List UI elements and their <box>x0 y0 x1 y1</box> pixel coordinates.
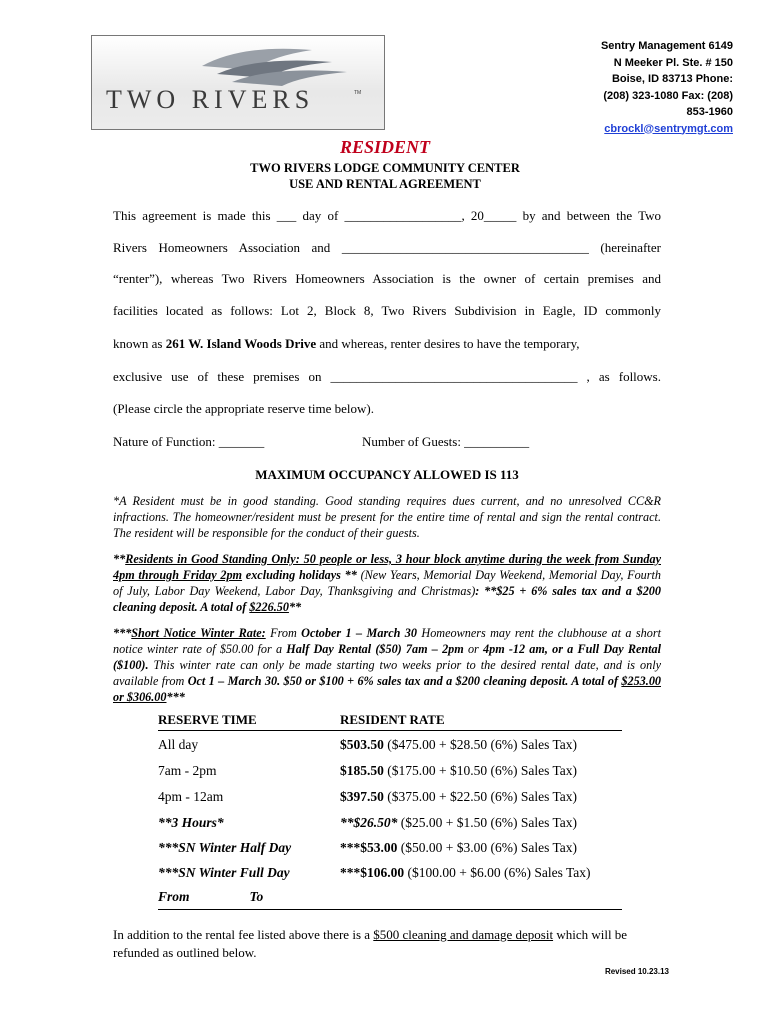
rate-time: ***SN Winter Half Day <box>158 840 292 855</box>
to-label: To <box>249 889 264 905</box>
rate-row[interactable] <box>158 784 622 811</box>
rate-row[interactable] <box>158 861 622 886</box>
resident-heading: RESIDENT <box>339 137 431 157</box>
agreement-line-5: known as 261 W. Island Woods Drive and whereas, renter desires to have the temporary, <box>113 336 580 351</box>
rate-time: ***SN Winter Full Day <box>158 865 290 880</box>
rate-time: All day <box>158 736 199 752</box>
river-waves-icon <box>92 36 386 131</box>
rate-amount: $185.50 ($175.00 + $10.50 (6%) Sales Tax) <box>340 763 578 778</box>
rate-amount: ***$53.00 ($50.00 + $3.00 (6%) Sales Tax) <box>340 840 578 855</box>
two-rivers-logo <box>91 35 385 130</box>
rate-amount: $503.50 ($475.00 + $28.50 (6%) Sales Tax) <box>340 736 578 752</box>
revision-date: Revised 10.23.13 <box>604 967 669 976</box>
agreement-line-3: “renter”), whereas Two Rivers Homeowners Association is the owner of certain premises and <box>113 271 661 286</box>
deposit-note: In addition to the rental fee listed above there is a $500 cleaning and damage deposit which will be refunded as outlined below. <box>113 927 628 960</box>
rate-row[interactable] <box>158 731 622 759</box>
resident-rate-header: RESIDENT RATE <box>340 709 622 731</box>
rate-amount: $397.50 ($375.00 + $22.50 (6%) Sales Tax) <box>340 789 578 804</box>
rate-amount: ***$106.00 ($100.00 + $6.00 (6%) Sales Tax) <box>340 865 591 880</box>
agreement-line-4: facilities located as follows: Lot 2, Block 8, Two Rivers Subdivision in Eagle, ID commonly <box>113 303 661 318</box>
from-to-row <box>158 886 622 910</box>
rates-header-row <box>158 709 622 731</box>
document-title <box>0 160 770 192</box>
three-hour-rule: **Residents in Good Standing Only: 50 people or less, 3 hour block anytime during the week from Sunday 4pm through Friday 2pm excluding holidays ** (New Years, Memorial Day Weekend, Memorial Day, Fourth of July, Labor Day Weekend, Labor Day, Thanksgiving and Christmas): **$25 + 6% sales tax and a $200 cleaning deposit. A total of $226.50** <box>113 552 661 614</box>
max-occupancy: MAXIMUM OCCUPANCY ALLOWED IS 113 <box>255 467 519 482</box>
title-line-2: USE AND RENTAL AGREEMENT <box>289 177 481 191</box>
rate-time: **3 Hours* <box>158 815 224 830</box>
address-line: (208) 323-1080 Fax: (208) <box>603 89 733 102</box>
function-guests-row <box>113 434 661 450</box>
address-line: Boise, ID 83713 Phone: <box>611 73 733 85</box>
function-field[interactable]: Nature of Function: _______ <box>113 434 265 449</box>
reserve-time-header: RESERVE TIME <box>158 709 340 731</box>
rate-row[interactable] <box>158 836 622 861</box>
rate-time: 4pm - 12am <box>158 789 224 804</box>
title-line-1: TWO RIVERS LODGE COMMUNITY CENTER <box>250 161 520 175</box>
agreement-line-2: Rivers Homeowners Association and ______________________________________ (hereinafter <box>113 240 661 255</box>
agreement-line-1: This agreement is made this ___ day of __________________, 20_____ by and between the Two <box>113 208 661 223</box>
rate-row[interactable] <box>158 759 622 784</box>
logo-text: TWO RIVERS <box>106 85 315 114</box>
email-link[interactable]: cbrockl@sentrymgt.com <box>604 122 733 135</box>
address-line: 853-1960 <box>686 106 733 118</box>
rates-table <box>158 709 622 910</box>
agreement-line-7: (Please circle the appropriate reserve time below). <box>113 401 374 416</box>
logo-tm: TM <box>354 90 362 96</box>
address-line: Sentry Management 6149 <box>600 40 733 52</box>
address-line: N Meeker Pl. Ste. # 150 <box>613 56 733 69</box>
rate-row[interactable] <box>158 811 622 836</box>
company-address <box>601 38 733 137</box>
deposit-amount: $500 cleaning and damage deposit <box>373 927 554 942</box>
winter-rate-rule: ***Short Notice Winter Rate: From October 1 – March 30 Homeowners may rent the clubhouse at a short notice winter rate of $50.00 for a Half Day Rental ($50) 7am – 2pm or 4pm -12 am, or a Full Day Rental ($100). This winter rate can only be made starting two weeks prior to the desired rental date, and is only available from Oct 1 – March 30. $50 or $100 + 6% sales tax and a $200 cleaning deposit. A total of $253.00 or $306.00*** <box>113 626 661 704</box>
rate-time: 7am - 2pm <box>158 763 217 778</box>
standing-note: *A Resident must be in good standing. Good standing requires dues current, and no unresolved CC&R infractions. The homeowner/resident must be present for the entire time of rental and sign the rental contract. The resident will be responsible for the conduct of their guests. <box>113 494 661 540</box>
from-label: From <box>158 889 190 905</box>
property-address: 261 W. Island Woods Drive <box>165 336 317 351</box>
agreement-line-6: exclusive use of these premises on ______________________________________ , as follows. <box>113 369 661 384</box>
rate-amount: **$26.50* ($25.00 + $1.50 (6%) Sales Tax) <box>340 815 578 830</box>
guests-field[interactable]: Number of Guests: __________ <box>362 434 530 449</box>
